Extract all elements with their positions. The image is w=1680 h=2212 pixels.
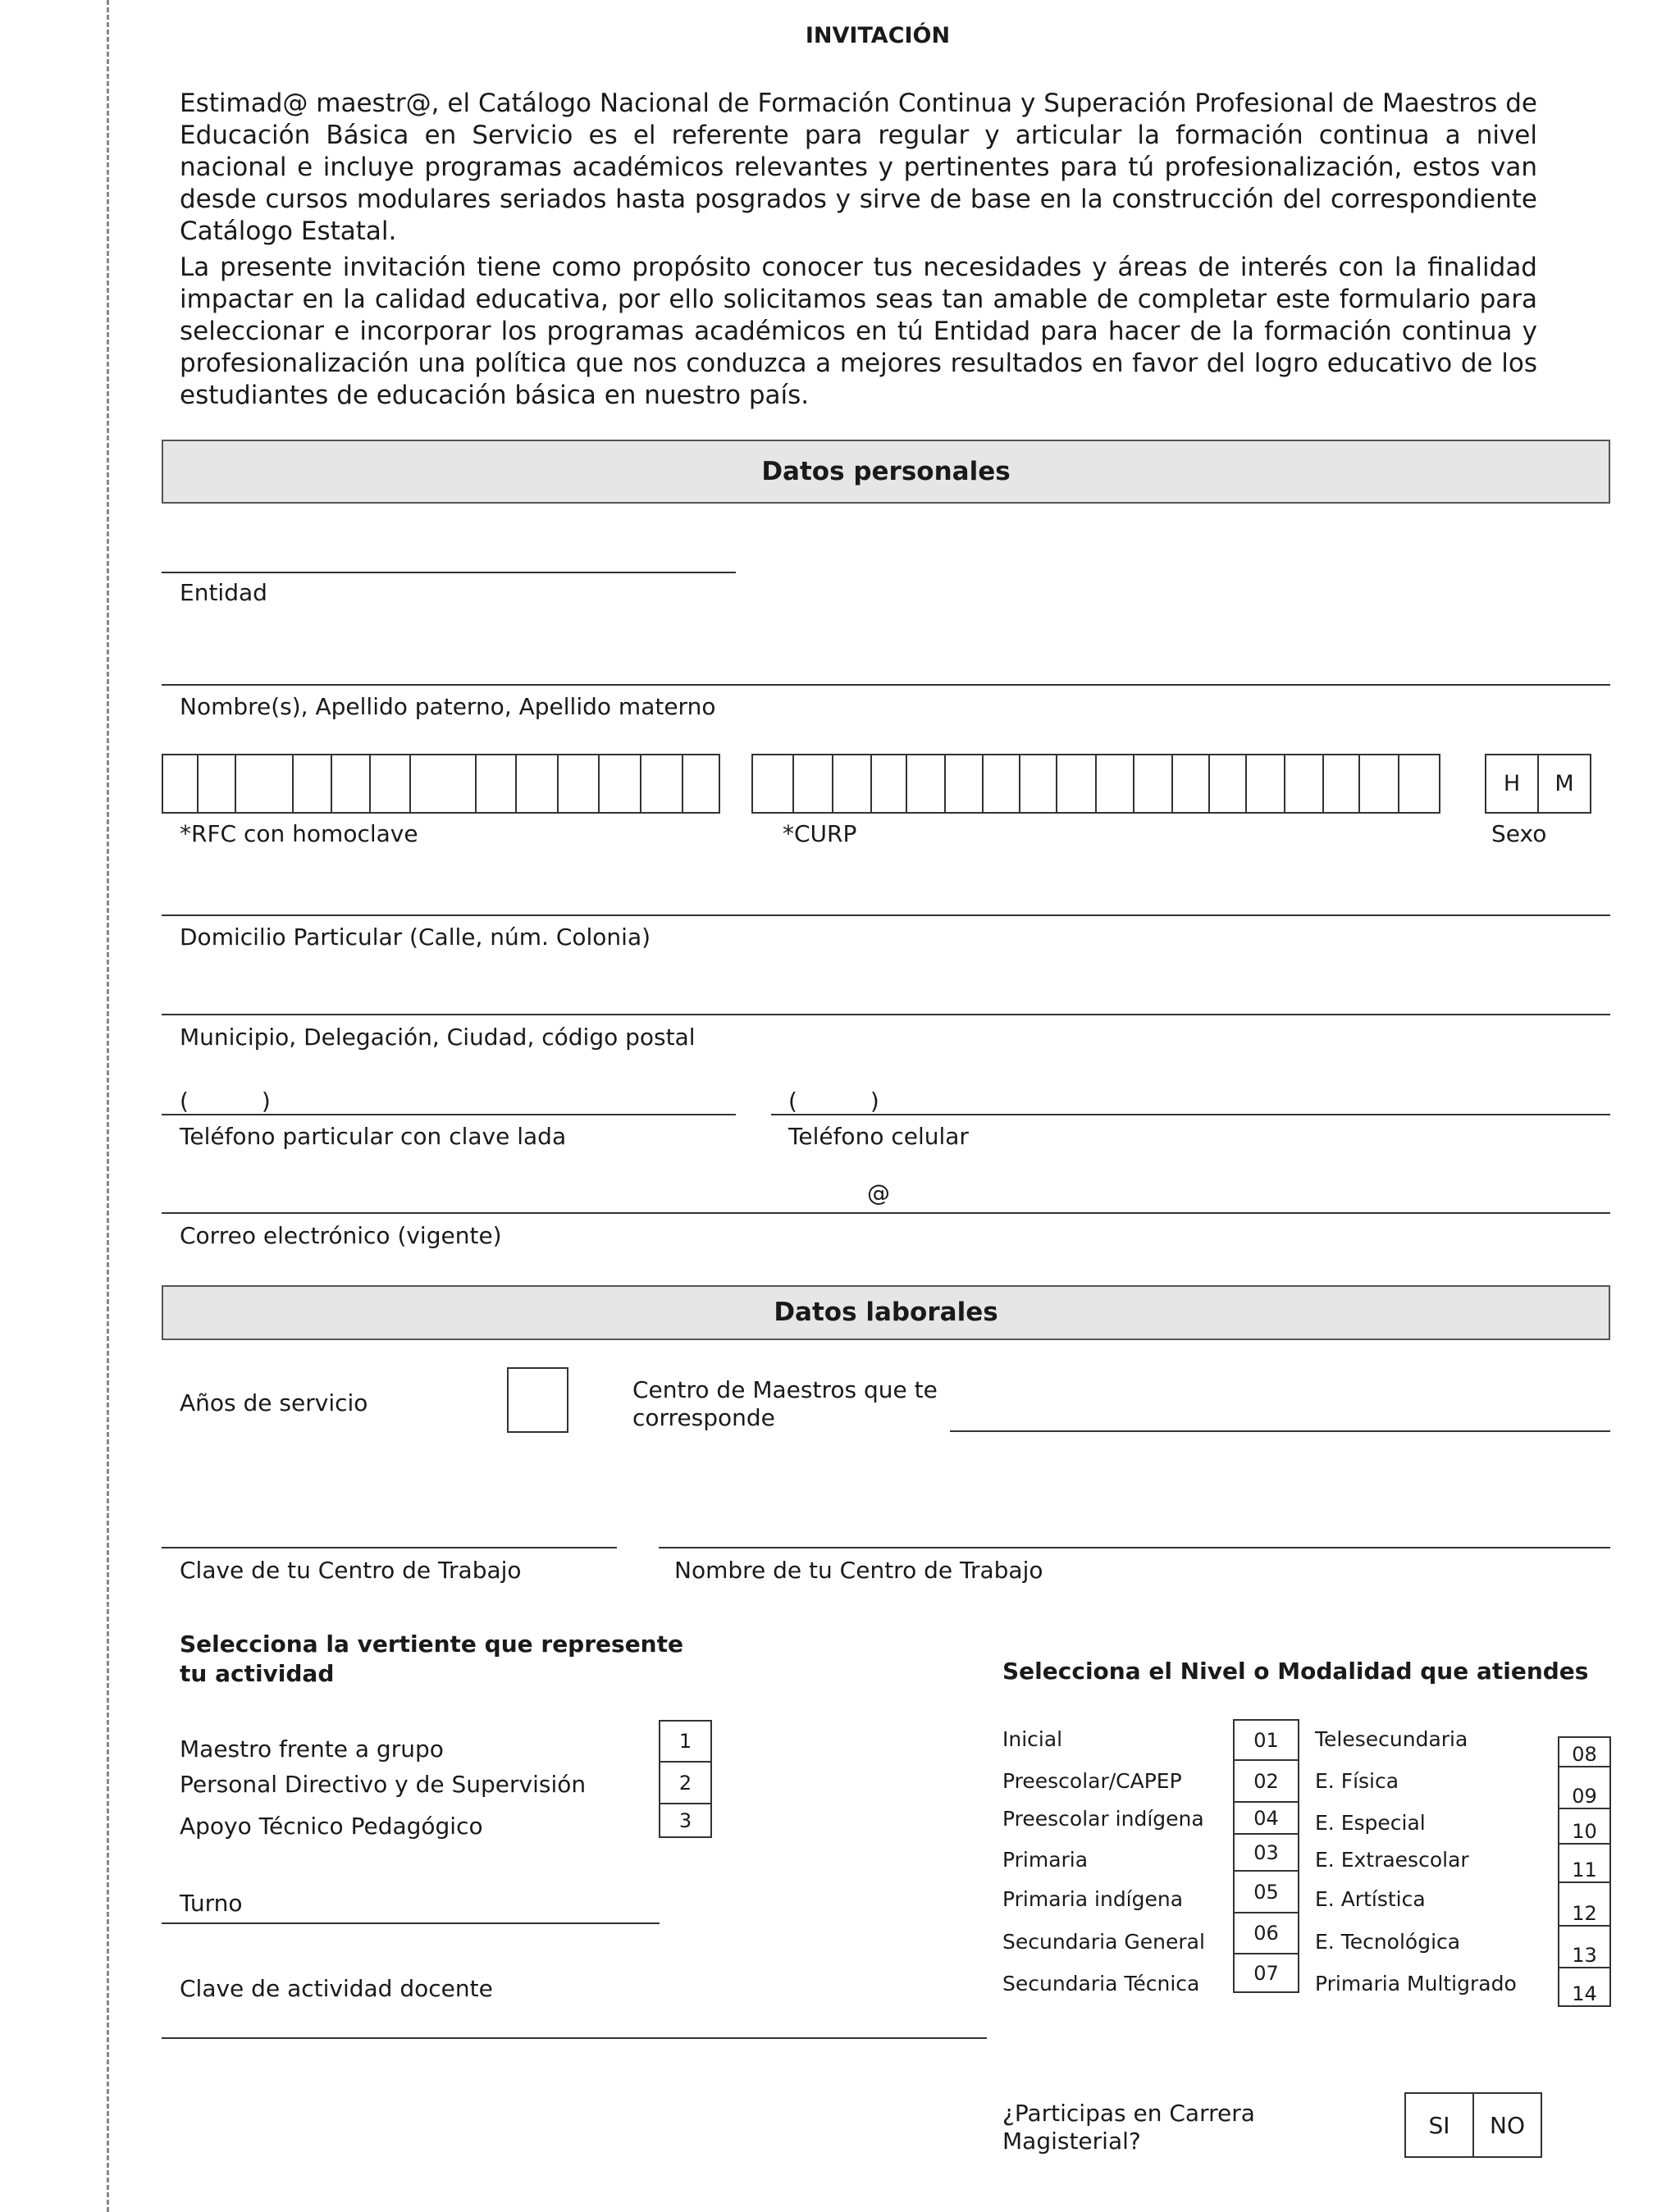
carrera-yes-no[interactable] (1404, 2092, 1542, 2158)
carrera-no-option[interactable]: NO (1490, 2111, 1525, 2139)
nivel-inicial-label: Inicial (1002, 1727, 1063, 1751)
nivel-preescolar-indigena-label: Preescolar indígena (1002, 1807, 1204, 1831)
clave-ct-label: Clave de tu Centro de Trabajo (180, 1557, 522, 1584)
clave-ct-field[interactable] (162, 1547, 617, 1548)
curp-label: *CURP (783, 820, 857, 847)
turno-field[interactable] (162, 1922, 660, 1924)
code-box-13[interactable]: 13 (1559, 1927, 1609, 1968)
municipio-label: Municipio, Delegación, Ciudad, código postal (180, 1024, 696, 1051)
nivel-eespecial-label: E. Especial (1315, 1811, 1426, 1835)
tel-particular-field[interactable] (162, 1114, 736, 1115)
sexo-grid[interactable] (1485, 754, 1591, 814)
carrera-si-option[interactable]: SI (1406, 2094, 1474, 2156)
nivel-title: Selecciona el Nivel o Modalidad que atiendes (1002, 1658, 1589, 1685)
code-box-01[interactable]: 01 (1235, 1721, 1298, 1761)
correo-label: Correo electrónico (vigente) (180, 1222, 502, 1249)
lada-parentheses: ( ) (180, 1088, 271, 1115)
rfc-grid[interactable] (162, 754, 720, 814)
tel-celular-label: Teléfono celular (788, 1123, 969, 1150)
domicilio-field[interactable] (162, 914, 1610, 916)
nivel-right-code-boxes[interactable] (1558, 1736, 1611, 2007)
page-title: INVITACIÓN (805, 23, 951, 48)
vertiente-1-box[interactable]: 1 (660, 1722, 710, 1763)
nivel-eextraescolar-label: E. Extraescolar (1315, 1848, 1469, 1872)
sexo-label: Sexo (1491, 820, 1547, 847)
anios-box[interactable] (507, 1367, 568, 1433)
nivel-secundaria-general-label: Secundaria General (1002, 1930, 1205, 1954)
code-box-05[interactable]: 05 (1235, 1872, 1298, 1913)
vertiente-title: Selecciona la vertiente que represente tu actividad (180, 1630, 683, 1687)
turno-label: Turno (180, 1890, 243, 1917)
code-box-04[interactable]: 04 (1235, 1803, 1298, 1835)
code-box-03[interactable]: 03 (1235, 1835, 1298, 1872)
intro-paragraph-2: La presente invitación tiene como propósito conocer tus necesidades y áreas de interés con la finalidad impactar en la calidad educativa, por ello solicitamos seas tan amable de completar este formulario para seleccionar e incorporar los programas académicos en tú Entidad para hacer de la formación continua y profesionalización una política que nos conduzca a mejores resultados en favor del logro educativo de los estudiantes de educación básica en nuestro país. (180, 253, 1537, 410)
code-box-02[interactable]: 02 (1235, 1761, 1298, 1803)
vertiente-2-box[interactable]: 2 (660, 1763, 710, 1804)
entidad-field[interactable] (162, 572, 736, 573)
clave-actividad-field[interactable] (162, 2037, 987, 2039)
cut-line (107, 0, 109, 2212)
code-box-06[interactable]: 06 (1235, 1913, 1298, 1954)
section-header-laboral: Datos laborales (162, 1285, 1610, 1340)
nivel-telesecundaria-label: Telesecundaria (1315, 1727, 1468, 1751)
correo-field[interactable] (162, 1212, 1610, 1214)
nombre-field[interactable] (162, 684, 1610, 686)
nivel-left-code-boxes[interactable] (1233, 1719, 1299, 1993)
code-box-12[interactable]: 12 (1559, 1883, 1609, 1927)
code-box-11[interactable]: 11 (1559, 1845, 1609, 1883)
nivel-etecnologica-label: E. Tecnológica (1315, 1930, 1461, 1954)
nombre-label: Nombre(s), Apellido paterno, Apellido materno (180, 693, 716, 720)
nombre-ct-field[interactable] (659, 1547, 1610, 1548)
clave-actividad-label: Clave de actividad docente (180, 1975, 493, 2002)
vertiente-3-box[interactable]: 3 (678, 1808, 692, 1832)
centro-maestros-label: Centro de Maestros que te corresponde (632, 1376, 938, 1431)
nivel-efisica-label: E. Física (1315, 1769, 1399, 1793)
nivel-preescolar-label: Preescolar/CAPEP (1002, 1769, 1182, 1793)
nivel-eartistica-label: E. Artística (1315, 1887, 1426, 1911)
intro-paragraph-1: Estimad@ maestr@, el Catálogo Nacional de Formación Continua y Superación Profesional de Maestros de Educación Básica en Servicio es el referente para regular y articular la formación continua a nivel nacional e incluye programas académicos relevantes y pertinentes para tú profesionalización, estos van desde cursos modulares seriados hasta posgrados y sirve de base en la construcción del correspondiente Catálogo Estatal. (180, 89, 1537, 246)
centro-maestros-field[interactable] (950, 1430, 1610, 1432)
anios-label: Años de servicio (180, 1389, 368, 1416)
rfc-label: *RFC con homoclave (180, 820, 418, 847)
code-box-10[interactable]: 10 (1559, 1809, 1609, 1845)
code-box-08[interactable]: 08 (1559, 1738, 1609, 1767)
code-box-14[interactable]: 14 (1572, 1982, 1597, 2005)
entidad-label: Entidad (180, 579, 267, 606)
nivel-primaria-multigrado-label: Primaria Multigrado (1315, 1972, 1517, 1995)
sexo-h-option[interactable]: H (1486, 755, 1539, 812)
vertiente-number-boxes[interactable] (659, 1720, 712, 1838)
nivel-secundaria-tecnica-label: Secundaria Técnica (1002, 1972, 1200, 1995)
nombre-ct-label: Nombre de tu Centro de Trabajo (674, 1557, 1043, 1584)
municipio-field[interactable] (162, 1014, 1610, 1015)
vertiente-1-label: Maestro frente a grupo (180, 1735, 444, 1763)
nivel-primaria-label: Primaria (1002, 1848, 1089, 1872)
code-box-07[interactable]: 07 (1253, 1961, 1279, 1985)
vertiente-2-label: Personal Directivo y de Supervisión (180, 1771, 587, 1798)
sexo-m-option[interactable]: M (1554, 771, 1574, 796)
curp-grid[interactable] (751, 754, 1440, 814)
section-header-personal: Datos personales (162, 440, 1610, 504)
carrera-question: ¿Participas en Carrera Magisterial? (1002, 2100, 1255, 2155)
at-sign: @ (867, 1179, 890, 1206)
domicilio-label: Domicilio Particular (Calle, núm. Colonia) (180, 924, 651, 951)
code-box-09[interactable]: 09 (1559, 1767, 1609, 1809)
vertiente-3-label: Apoyo Técnico Pedagógico (180, 1813, 483, 1840)
celular-parentheses: ( ) (788, 1088, 879, 1115)
tel-celular-field[interactable] (771, 1114, 1610, 1115)
nivel-primaria-indigena-label: Primaria indígena (1002, 1887, 1184, 1911)
tel-particular-label: Teléfono particular con clave lada (180, 1123, 567, 1150)
